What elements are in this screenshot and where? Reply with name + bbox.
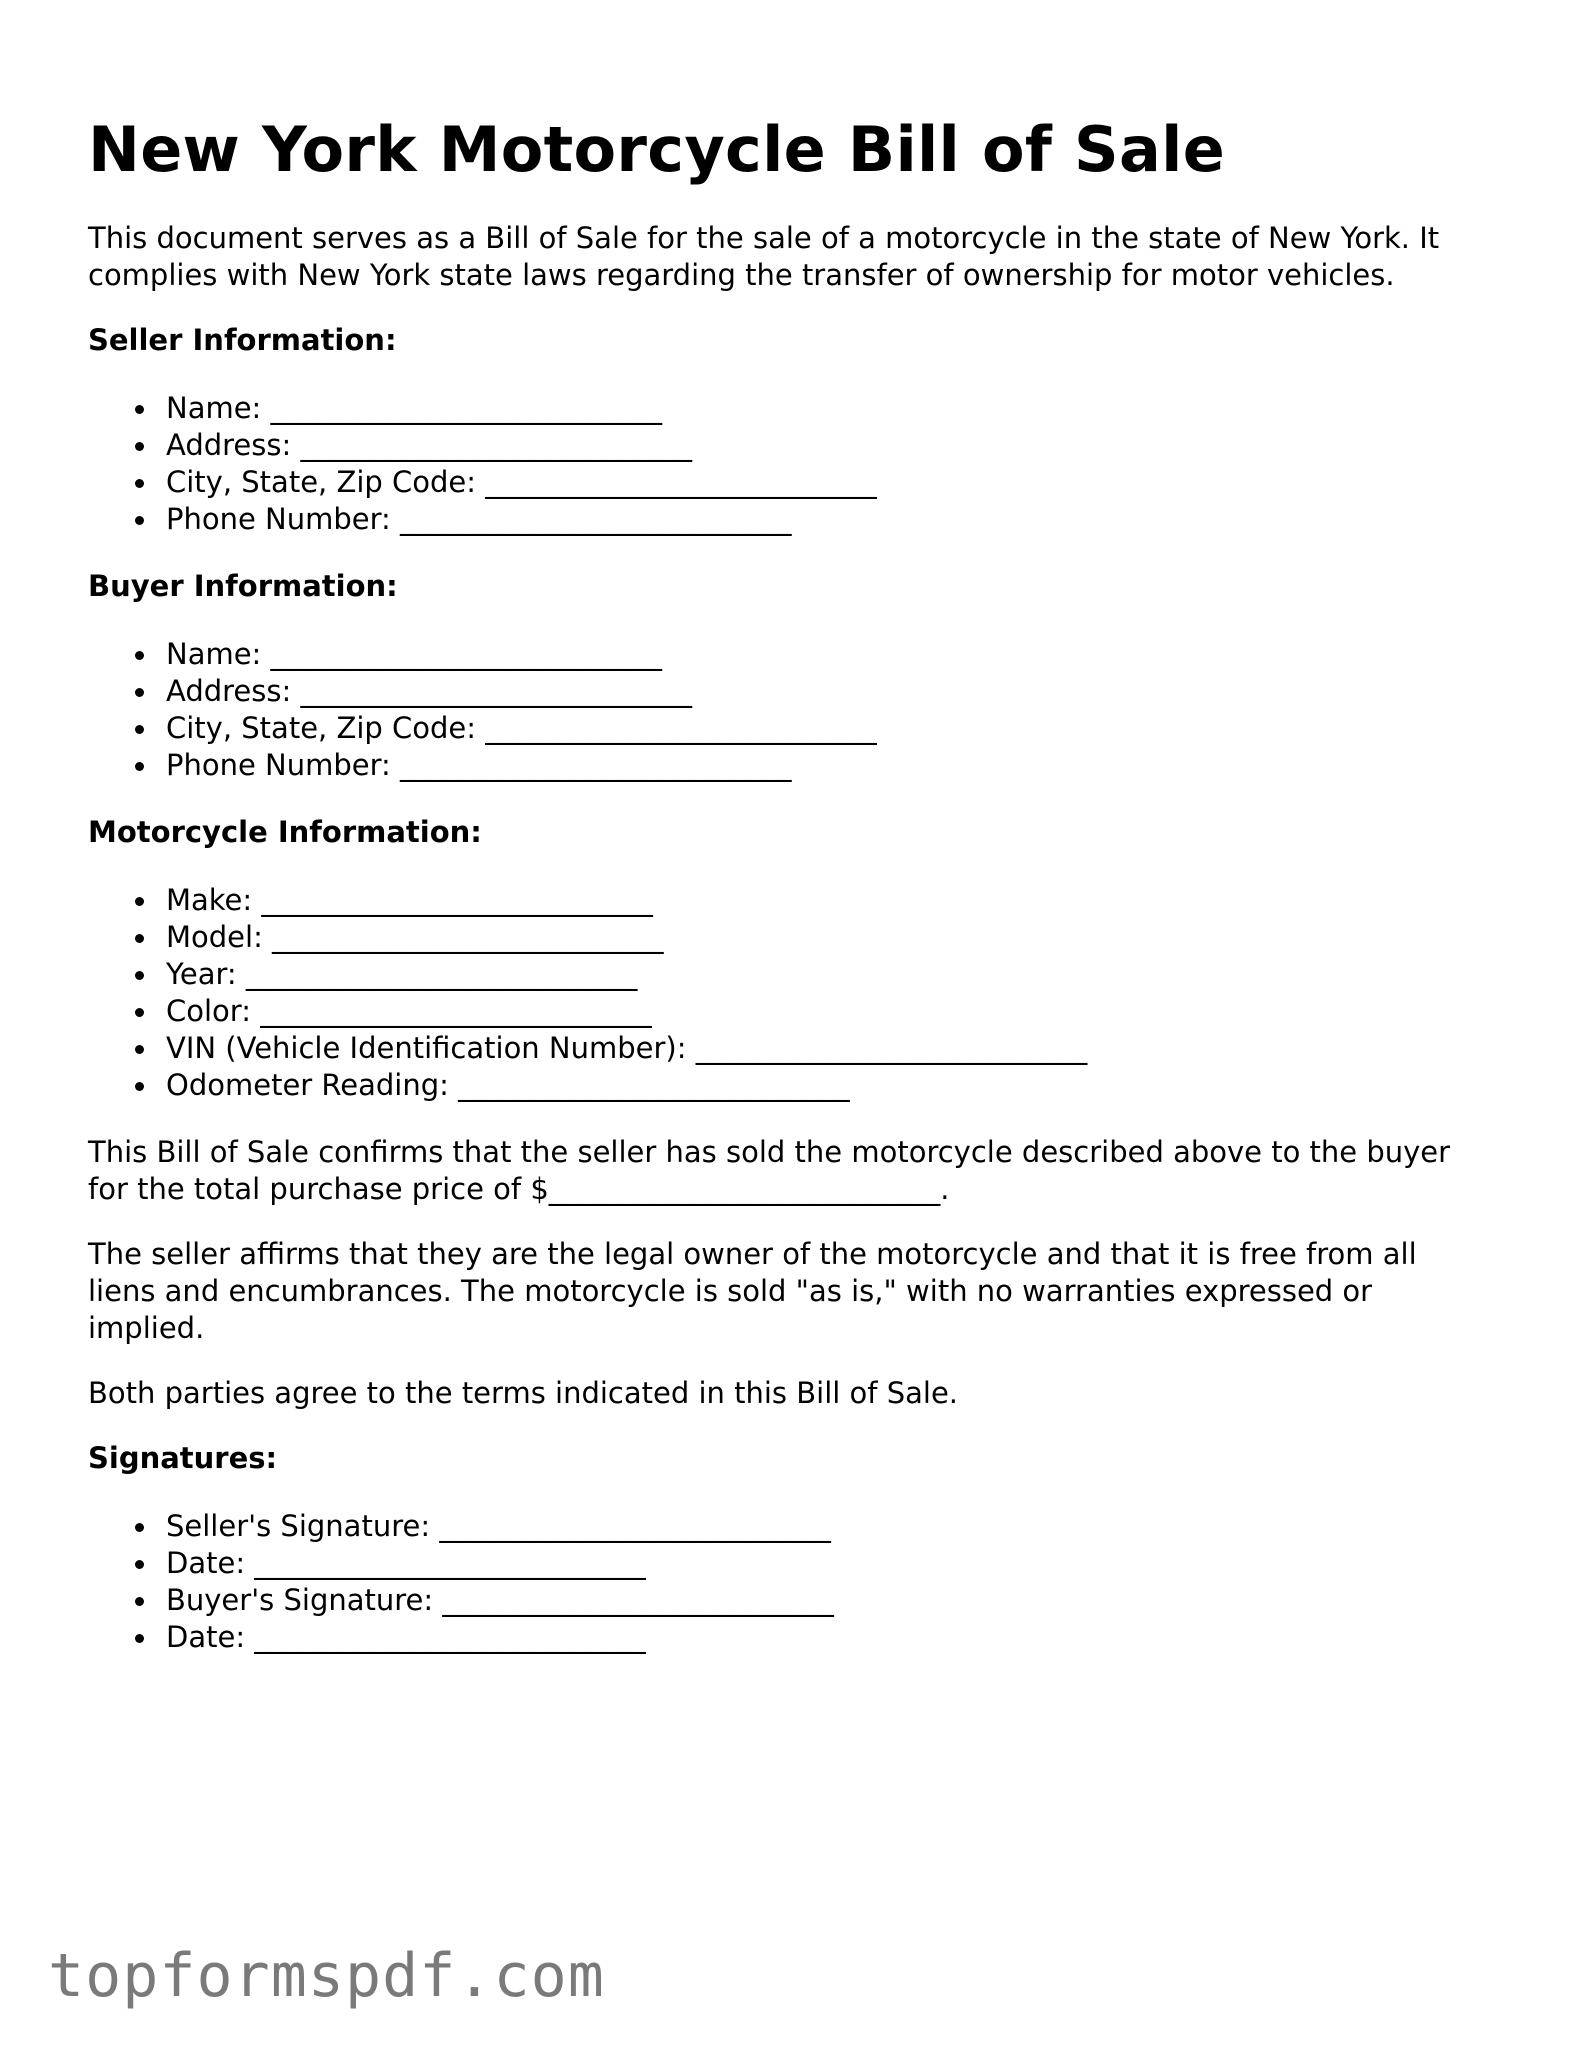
intro-paragraph: This document serves as a Bill of Sale for the sale of a motorcycle in the state of New York. It complies with New York state laws regarding the transfer of ownership for motor vehicles. <box>88 221 1440 292</box>
agreement-paragraph: Both parties agree to the terms indicated in this Bill of Sale. <box>88 1376 959 1410</box>
buyer-phone-field: Phone Number: ___________________________ <box>166 747 1508 784</box>
signatures-heading: Signatures: <box>88 1441 278 1475</box>
confirmation-paragraph: This Bill of Sale confirms that the seller has sold the motorcycle described above to the buyer for the total purchase price of $___________________________. <box>88 1135 1451 1206</box>
motorcycle-list <box>88 882 1508 1104</box>
seller-name-field: Name: ___________________________ <box>166 390 1508 427</box>
seller-signature-field: Seller's Signature: ___________________________ <box>166 1508 1508 1545</box>
page-title: New York Motorcycle Bill of Sale <box>88 113 1226 186</box>
seller-city-state-zip-field: City, State, Zip Code: ___________________________ <box>166 464 1508 501</box>
seller-address-field: Address: ___________________________ <box>166 427 1508 464</box>
signatures-list <box>88 1508 1508 1656</box>
seller-heading: Seller Information: <box>88 323 397 357</box>
buyer-heading: Buyer Information: <box>88 569 398 603</box>
motorcycle-model-field: Model: ___________________________ <box>166 919 1508 956</box>
affirmation-paragraph: The seller affirms that they are the legal owner of the motorcycle and that it is free from all liens and encumbrances. The motorcycle is sold "as is," with no warranties expressed or implied. <box>88 1237 1417 1345</box>
buyer-list <box>88 636 1508 784</box>
motorcycle-odometer-field: Odometer Reading: ___________________________ <box>166 1067 1508 1104</box>
motorcycle-make-field: Make: ___________________________ <box>166 882 1508 919</box>
buyer-date-field: Date: ___________________________ <box>166 1619 1508 1656</box>
seller-date-field: Date: ___________________________ <box>166 1545 1508 1582</box>
document-page <box>88 108 1508 1686</box>
buyer-city-state-zip-field: City, State, Zip Code: ___________________________ <box>166 710 1508 747</box>
buyer-name-field: Name: ___________________________ <box>166 636 1508 673</box>
motorcycle-vin-field: VIN (Vehicle Identification Number): ___________________________ <box>166 1030 1508 1067</box>
buyer-signature-field: Buyer's Signature: ___________________________ <box>166 1582 1508 1619</box>
motorcycle-heading: Motorcycle Information: <box>88 815 482 849</box>
motorcycle-color-field: Color: ___________________________ <box>166 993 1508 1030</box>
seller-phone-field: Phone Number: ___________________________ <box>166 501 1508 538</box>
motorcycle-year-field: Year: ___________________________ <box>166 956 1508 993</box>
seller-list <box>88 390 1508 538</box>
buyer-address-field: Address: ___________________________ <box>166 673 1508 710</box>
watermark: topformspdf.com <box>48 1941 605 2011</box>
